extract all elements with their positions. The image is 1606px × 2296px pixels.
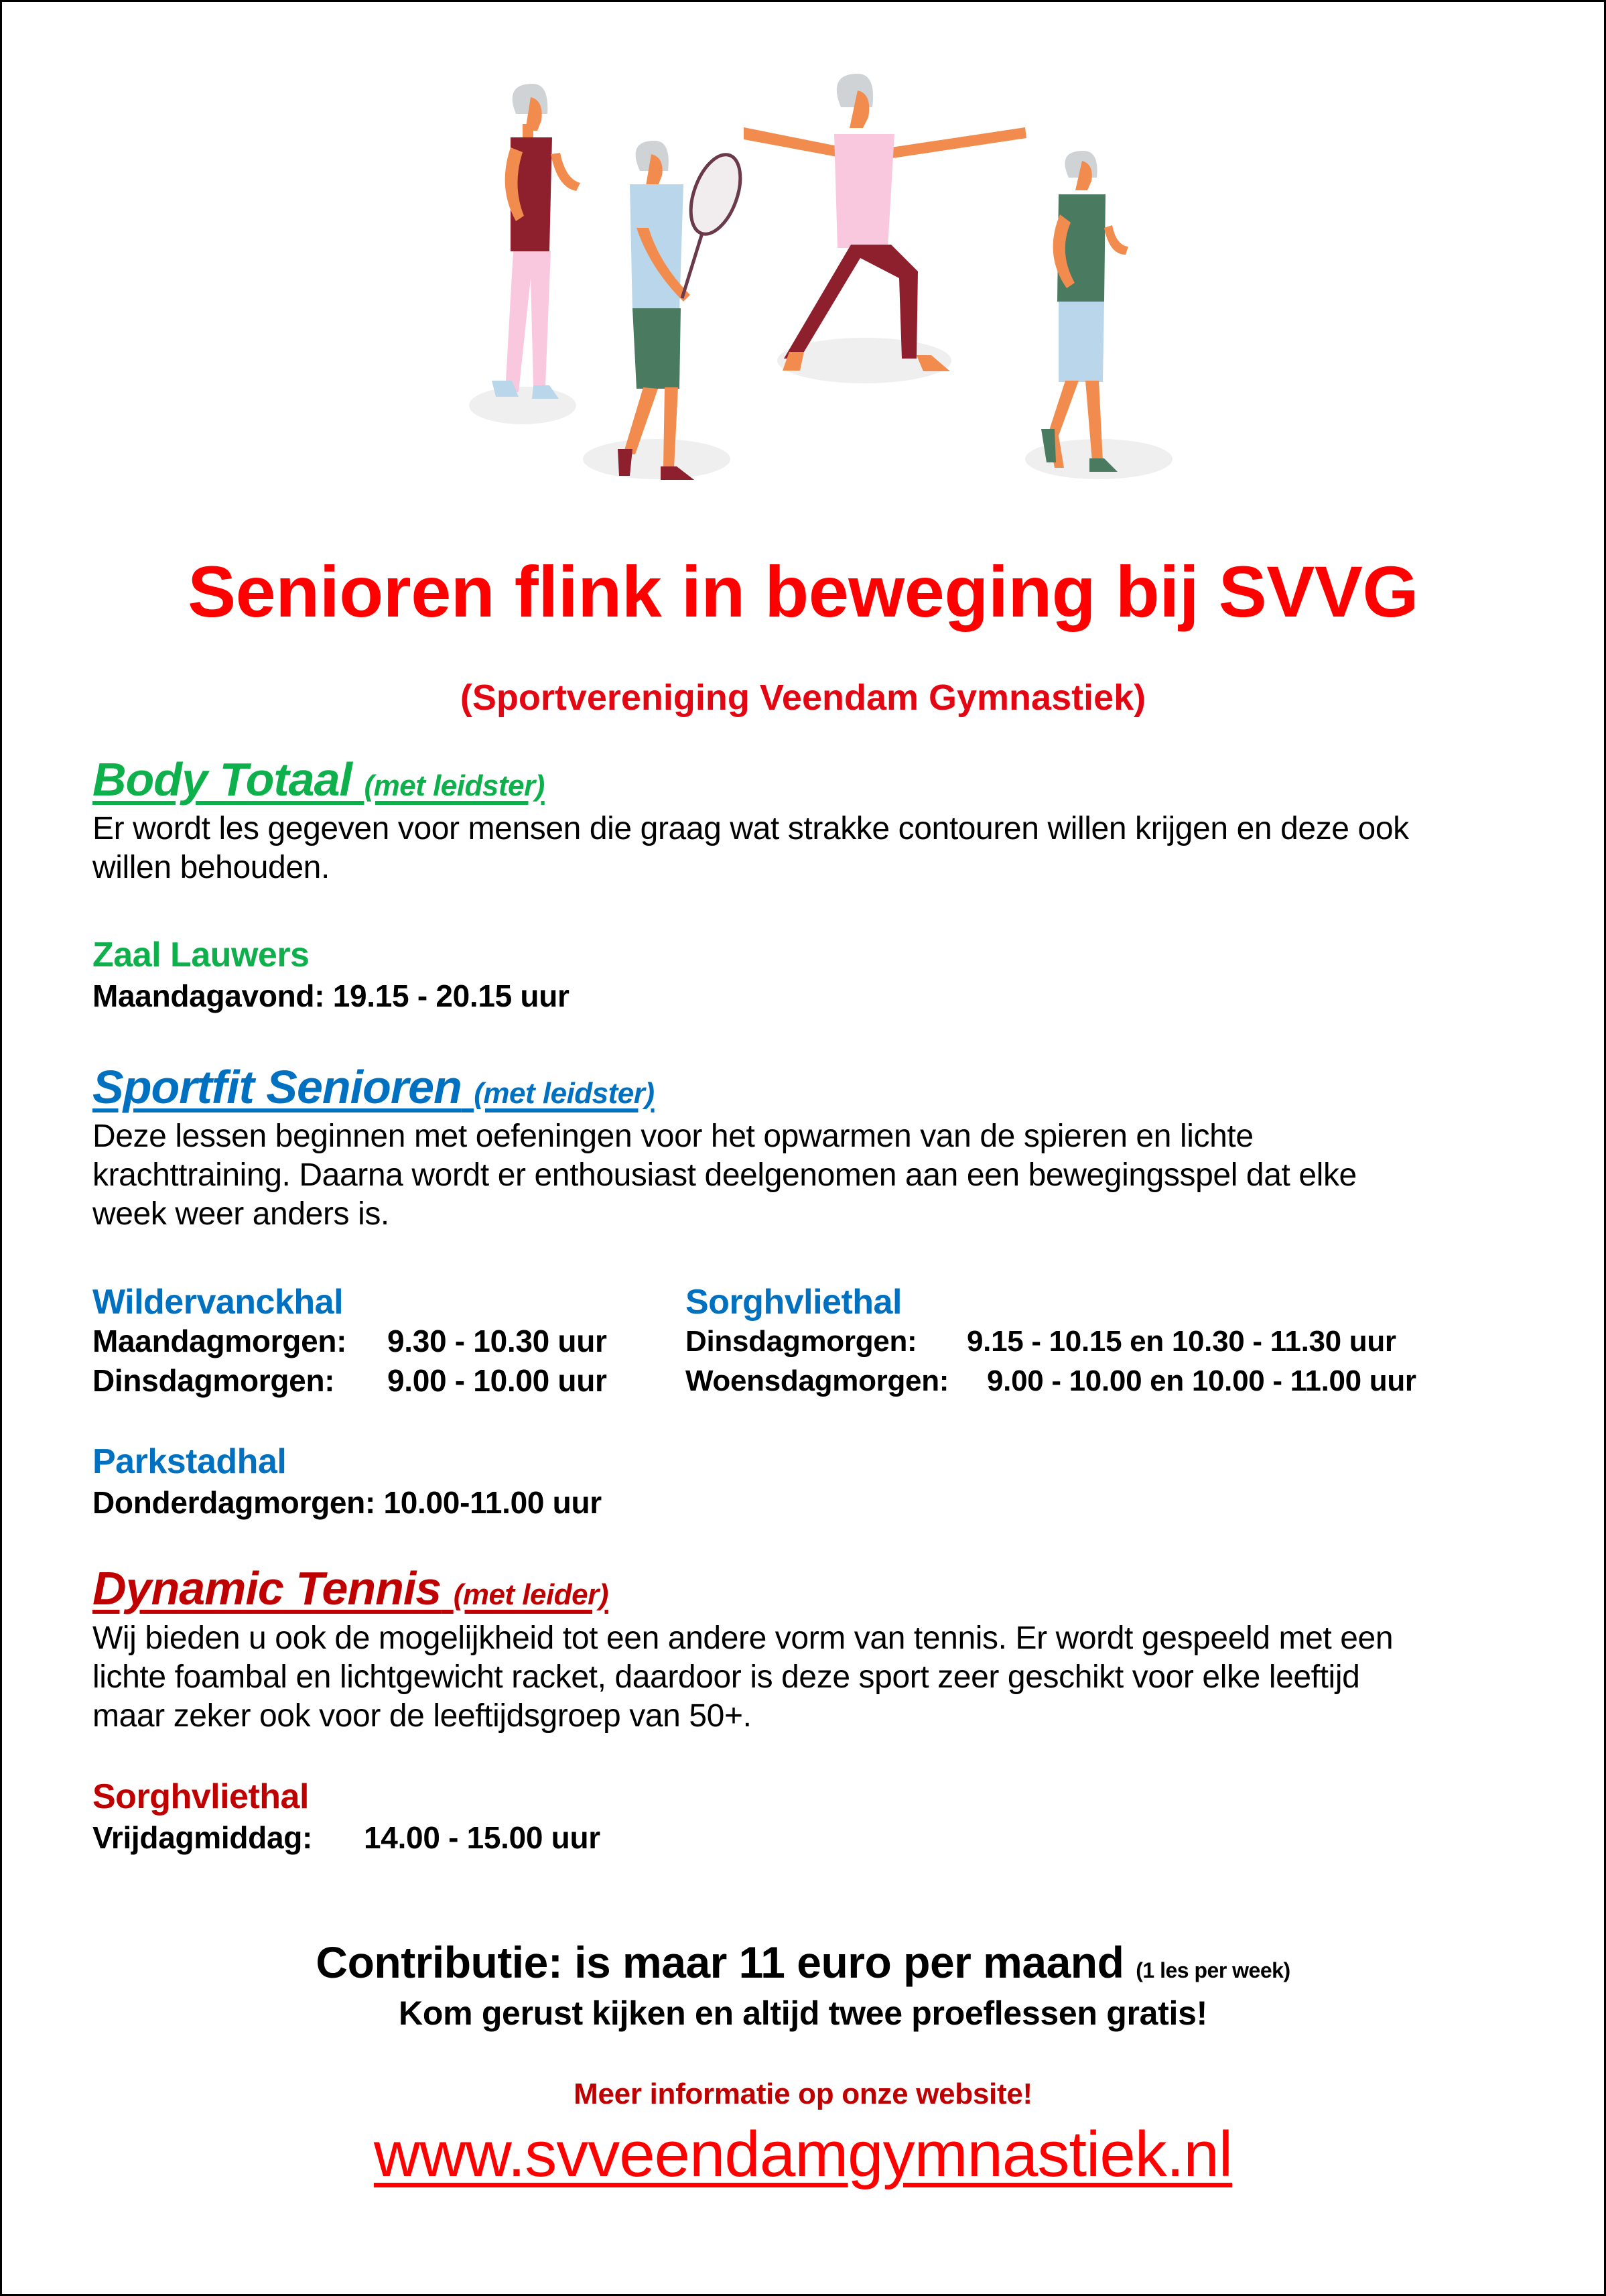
description-line: Wij bieden u ook de mogelijkheid tot een andere vorm van tennis. Er wordt gespeeld met een	[92, 1620, 1394, 1656]
shadow-ellipse	[469, 387, 576, 424]
venue-name: Sorghvliethal	[685, 1283, 902, 1322]
schedule-day: Maandagmorgen:	[92, 1324, 347, 1358]
section-heading-body-totaal	[92, 753, 545, 806]
page-title: Senioren flink in beweging bij SVVG	[188, 551, 1418, 632]
section-note: (met leidster)	[474, 1077, 655, 1110]
venue-name: Zaal Lauwers	[92, 936, 310, 974]
schedule-line	[92, 1322, 607, 1361]
figure-yoga-woman	[744, 74, 1026, 371]
website-link[interactable]: www.svveendamgymnastiek.nl	[373, 2118, 1233, 2190]
trial-lessons-text: Kom gerust kijken en altijd twee proeflessen gratis!	[399, 1994, 1207, 2032]
schedule-time: 9.00 - 10.00 en 10.00 - 11.00 uur	[987, 1364, 1416, 1397]
schedule-time: 14.00 - 15.00 uur	[364, 1820, 600, 1855]
schedule-line	[92, 1818, 600, 1858]
contributie-note: (1 les per week)	[1136, 1958, 1290, 1982]
schedule-time: 9.15 - 10.15 en 10.30 - 11.30 uur	[967, 1325, 1396, 1358]
section-note: (met leidster)	[364, 769, 545, 802]
schedule-time: 10.00-11.00 uur	[383, 1485, 602, 1520]
description-line: week weer anders is.	[92, 1196, 389, 1232]
schedule-day: Dinsdagmorgen:	[92, 1363, 335, 1398]
venue-name: Sorghvliethal	[92, 1777, 309, 1816]
section-description	[92, 810, 1409, 887]
section-title: Sportfit Senioren	[92, 1061, 462, 1113]
schedule-time: 9.00 - 10.00 uur	[387, 1363, 607, 1398]
contributie-text	[0, 1937, 1606, 1988]
venue-name: Parkstadhal	[92, 1442, 287, 1481]
description-line: lichte foambal en lichtgewicht racket, daardoor is deze sport zeer geschikt voor elke leeftijd	[92, 1659, 1360, 1695]
description-line: willen behouden.	[92, 850, 330, 885]
schedule-line: Maandagavond: 19.15 - 20.15 uur	[92, 978, 570, 1013]
schedule-block	[92, 1322, 607, 1401]
schedule-block	[685, 1322, 1416, 1401]
tennis-racket-icon	[681, 148, 750, 241]
section-heading-sportfit	[92, 1060, 655, 1114]
schedule-day: Dinsdagmorgen:	[685, 1325, 917, 1358]
figure-walking-woman	[492, 84, 580, 399]
figure-jogging-man	[1041, 151, 1128, 472]
description-line: Er wordt les gegeven voor mensen die graag wat strakke contouren willen krijgen en deze ook	[92, 811, 1409, 846]
schedule-time: 9.30 - 10.30 uur	[387, 1324, 607, 1358]
description-line: krachttraining. Daarna wordt er enthousiast deelgenomen aan een bewegingsspel dat elke	[92, 1157, 1357, 1193]
schedule-day: Woensdagmorgen:	[685, 1364, 949, 1397]
figure-tennis-man	[618, 141, 750, 480]
description-line: Deze lessen beginnen met oefeningen voor het opwarmen van de spieren en lichte	[92, 1119, 1254, 1154]
schedule-line	[685, 1322, 1416, 1361]
section-description	[92, 1117, 1357, 1234]
section-heading-tennis	[92, 1561, 608, 1615]
more-info-text: Meer informatie op onze website!	[574, 2078, 1032, 2110]
schedule-line	[92, 1483, 602, 1523]
seniors-exercising-illustration	[436, 54, 1173, 489]
description-line: maar zeker ook voor de leeftijdsgroep van 50+.	[92, 1698, 752, 1734]
page-subtitle: (Sportvereniging Veendam Gymnastiek)	[460, 678, 1146, 718]
section-title: Dynamic Tennis	[92, 1562, 442, 1614]
section-title: Body Totaal	[92, 753, 352, 806]
contributie-main: Contributie: is maar 11 euro per maand	[316, 1937, 1124, 1987]
section-description	[92, 1619, 1393, 1736]
schedule-line	[685, 1361, 1416, 1401]
section-note: (met leider)	[453, 1578, 608, 1611]
schedule-day: Donderdagmorgen:	[92, 1485, 375, 1520]
shadow-ellipse	[583, 439, 730, 479]
venue-name: Wildervanckhal	[92, 1283, 344, 1322]
schedule-line	[92, 1361, 607, 1401]
schedule-day: Vrijdagmiddag:	[92, 1820, 313, 1855]
